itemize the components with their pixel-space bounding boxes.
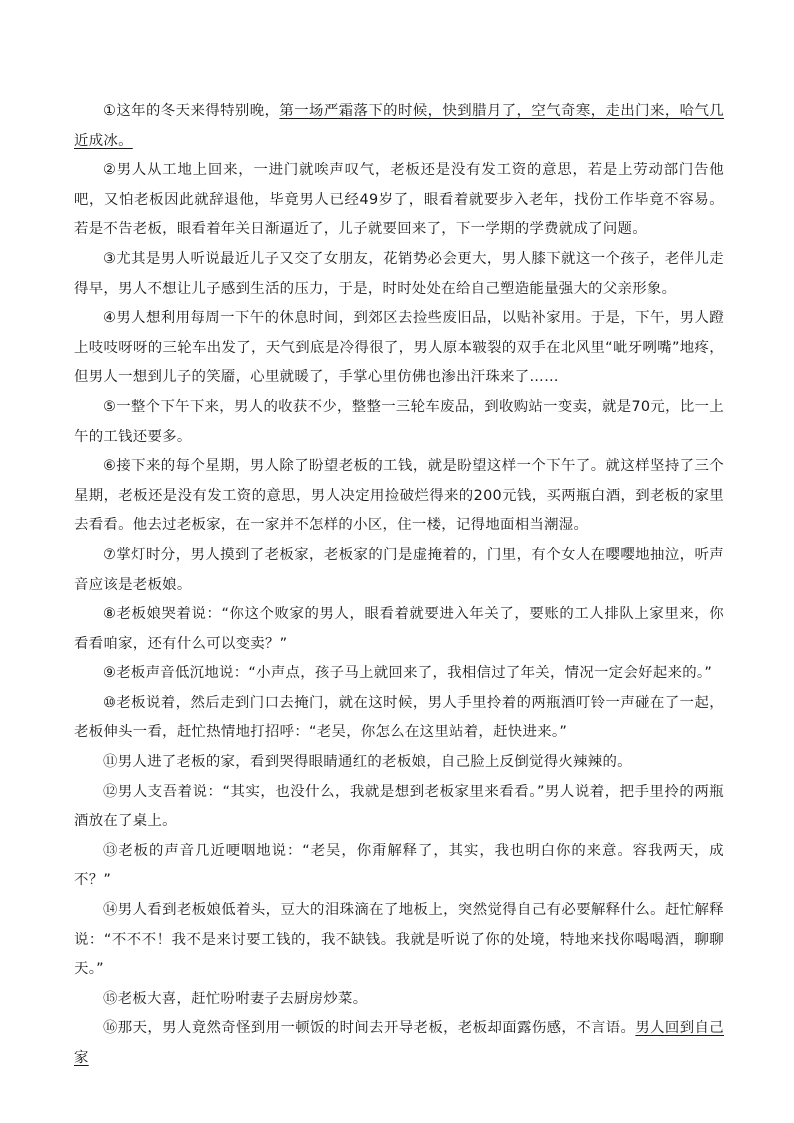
paragraph-text: ⑮老板大喜，赶忙吩咐妻子去厨房炒菜。 bbox=[103, 990, 368, 1007]
paragraph-text: ⑭男人看到老板娘低着头，豆大的泪珠滴在了地板上，突然觉得自己有必要解释什么。赶忙解释说：“不不不！我不是来讨要工钱的，我不缺钱。我就是听说了你的处境，特地来找你喝喝酒，聊聊天。” bbox=[74, 902, 724, 978]
paragraph-8 bbox=[74, 600, 724, 659]
paragraph-text: ⑫男人支吾着说：“其实，也没什么，我就是想到老板家里来看看。”男人说着，把手里拎的两瓶酒放在了桌上。 bbox=[74, 783, 724, 830]
underlined-sentence: 第一场严霜落下的时候，快到腊月了，空气奇寒，走出门来，哈气几近成冰。 bbox=[74, 103, 724, 149]
paragraph-10 bbox=[74, 689, 724, 748]
paragraph-4 bbox=[74, 304, 724, 393]
paragraph-2 bbox=[74, 156, 724, 245]
paragraph-14 bbox=[74, 896, 724, 985]
paragraph-3 bbox=[74, 245, 724, 304]
paragraph-text: ⑥接下来的每个星期，男人除了盼望老板的工钱，就是盼望这样一个下午了。就这样坚持了三个星期，老板还是没有发工资的意思，男人决定用捡破烂得来的200元钱，买两瓶白酒，到老板的家里去看看。他去过老板家，在一家并不怎样的小区，住一楼，记得地面相当潮湿。 bbox=[74, 458, 724, 534]
paragraph-12 bbox=[74, 778, 724, 837]
paragraph-text: ⑦掌灯时分，男人摸到了老板家，老板家的门是虚掩着的，门里，有个女人在嘤嘤地抽泣，听声音应该是老板娘。 bbox=[74, 546, 724, 593]
paragraph-text: ④男人想利用每周一下午的休息时间，到郊区去捡些废旧品，以贴补家用。于是，下午，男人蹬上吱吱呀呀的三轮车出发了，天气到底是冷得很了，男人原本皲裂的双手在北风里“呲牙咧嘴”地疼，但男人一想到儿子的笑靥，心里就暖了，手掌心里仿佛也渗出汗珠来了…… bbox=[74, 310, 724, 386]
paragraph-16 bbox=[74, 1014, 724, 1073]
paragraph-text: ⑩老板说着，然后走到门口去掩门，就在这时候，男人手里拎着的两瓶酒叮铃一声碰在了一起，老板伸头一看，赶忙热情地打招呼：“老吴，你怎么在这里站着，赶快进来。” bbox=[74, 694, 724, 741]
paragraph-15 bbox=[74, 985, 724, 1015]
paragraph-9 bbox=[74, 659, 724, 689]
paragraph-text: ⑨老板声音低沉地说：“小声点，孩子马上就回来了，我相信过了年关，情况一定会好起来的。” bbox=[103, 665, 713, 682]
paragraph-text: ⑤一整个下午下来，男人的收获不少，整整一三轮车废品，到收购站一变卖，就是70元，比一上午的工钱还要多。 bbox=[74, 398, 724, 445]
paragraph-text: ⑬老板的声音几近哽咽地说：“老吴，你甭解释了，其实，我也明白你的来意。容我两天，成不？” bbox=[74, 842, 724, 889]
paragraph-6 bbox=[74, 452, 724, 541]
paragraph-11 bbox=[74, 748, 724, 778]
paragraph-text: ②男人从工地上回来，一进门就唉声叹气，老板还是没有发工资的意思，若是上劳动部门告他吧，又怕老板因此就辞退他，毕竟男人已经49岁了，眼看着就要步入老年，找份工作毕竟不容易。若是不告老板，眼看着年关日渐逼近了，儿子就要回来了，下一学期的学费就成了问题。 bbox=[74, 162, 724, 238]
paragraph-text: ⑯那天，男人竟然奇怪到用一顿饭的时间去开导老板，老板却面露伤感，不言语。 bbox=[103, 1020, 636, 1037]
paragraph-text: ③尤其是男人听说最近儿子又交了女朋友，花销势必会更大，男人膝下就这一个孩子，老伴儿走得早，男人不想让儿子感到生活的压力，于是，时时处处在给自己塑造能量强大的父亲形象。 bbox=[74, 250, 724, 297]
paragraph-text: ⑧老板娘哭着说：“你这个败家的男人，眼看着就要进入年关了，要账的工人排队上家里来，你看看咱家，还有什么可以变卖？” bbox=[74, 606, 724, 652]
paragraph-5 bbox=[74, 393, 724, 452]
paragraph-text: ⑪男人进了老板的家，看到哭得眼睛通红的老板娘，自己脸上反倒觉得火辣辣的。 bbox=[103, 754, 632, 771]
underlined-sentence: 男人回到自己家 bbox=[74, 1020, 724, 1066]
paragraph-7 bbox=[74, 541, 724, 600]
paragraph-text: ①这年的冬天来得特别晚， bbox=[103, 103, 280, 119]
document-body bbox=[74, 97, 724, 1074]
paragraph-13 bbox=[74, 837, 724, 896]
paragraph-1 bbox=[74, 97, 724, 156]
